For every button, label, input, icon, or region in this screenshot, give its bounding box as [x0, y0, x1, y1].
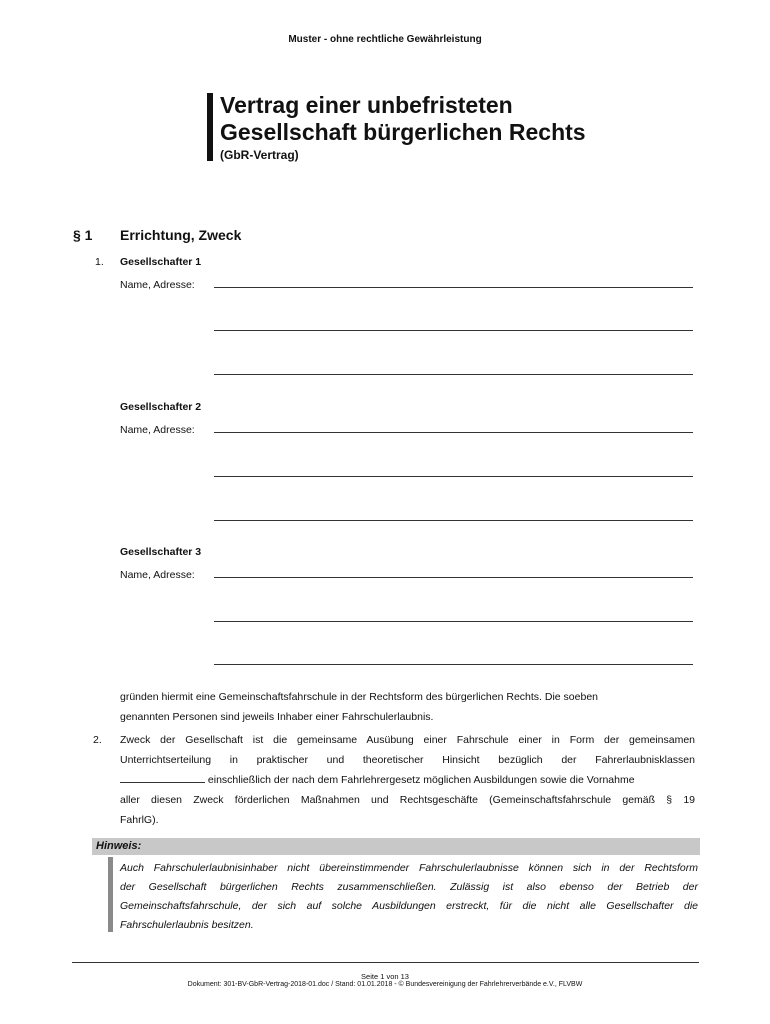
header-disclaimer: Muster - ohne rechtliche Gewährleistung	[288, 34, 482, 45]
hint-line2: der Gesellschaft bürgerlichen Rechts zusammenschließen. Zulässig ist also ebenso der Betrieb der	[120, 881, 698, 893]
item-2-line3-text: einschließlich der nach dem Fahrlehrergesetz möglichen Ausbildungen sowie die Vornahme	[205, 774, 635, 786]
partner-1-line-3[interactable]	[214, 374, 693, 375]
partner-1-label: Gesellschafter 1	[120, 256, 202, 268]
document-title-line1: Vertrag einer unbefristeten	[220, 92, 513, 118]
item-2-line3	[120, 770, 695, 790]
item-2-line2: Unterrichtserteilung in praktischer und theoretischer Hinsicht bezüglich der Fahrerlaubnisklassen	[120, 754, 695, 766]
hint-side-bar	[108, 857, 113, 932]
license-classes-blank[interactable]	[120, 772, 205, 783]
footer-document-info: Dokument: 301-BV-GbR-Vertrag-2018-01.doc / Stand: 01.01.2018 - © Bundesvereinigung der Fahrlehrerverbände e.V., FLVBW	[187, 981, 583, 988]
hint-line4: Fahrschulerlaubnis besitzen.	[120, 919, 254, 931]
partner-3-line-3[interactable]	[214, 664, 693, 665]
item-2-number: 2.	[93, 734, 102, 746]
hint-line1: Auch Fahrschulerlaubnisinhaber nicht übereinstimmender Fahrschulerlaubnisse können sich in der Rechtsform	[120, 862, 698, 874]
item-2-line1: Zweck der Gesellschaft ist die gemeinsame Ausübung einer Fahrschule einer in Form der gemeinsamen	[120, 734, 695, 746]
hint-body	[120, 859, 698, 935]
document-title-line2: Gesellschaft bürgerlichen Rechts	[220, 119, 586, 145]
partner-2-line-3[interactable]	[214, 520, 693, 521]
partner-2-line-1[interactable]	[214, 432, 693, 433]
item-1-closing-line2: genannten Personen sind jeweils Inhaber einer Fahrschulerlaubnis.	[120, 711, 434, 723]
section-number: § 1	[73, 227, 93, 243]
partner-1-line-1[interactable]	[214, 287, 693, 288]
partner-2-line-2[interactable]	[214, 476, 693, 477]
partner-3-line-2[interactable]	[214, 621, 693, 622]
partner-3-line-1[interactable]	[214, 577, 693, 578]
hint-heading: Hinweis:	[92, 838, 700, 855]
document-subtitle: (GbR-Vertrag)	[220, 148, 299, 162]
partner-1-field-label: Name, Adresse:	[120, 279, 195, 291]
section-title: Errichtung, Zweck	[120, 227, 242, 243]
title-accent-bar	[207, 93, 213, 161]
item-1-number: 1.	[95, 256, 104, 268]
partner-3-label: Gesellschafter 3	[120, 546, 202, 558]
item-2-line5: FahrlG).	[120, 814, 159, 826]
footer-page-number: Seite 1 von 13	[361, 972, 409, 981]
partner-1-line-2[interactable]	[214, 330, 693, 331]
footer-divider	[72, 962, 699, 963]
partner-3-field-label: Name, Adresse:	[120, 569, 195, 581]
partner-2-field-label: Name, Adresse:	[120, 424, 195, 436]
item-2-line4: aller diesen Zweck förderlichen Maßnahmen und Rechtsgeschäfte (Gemeinschaftsfahrschule gemäß § 19	[120, 794, 695, 806]
hint-line3: Gemeinschaftsfahrschule, der sich auf solche Ausbildungen erstreckt, für die nicht alle Gesellschafter die	[120, 900, 698, 912]
item-1-closing-line1: gründen hiermit eine Gemeinschaftsfahrschule in der Rechtsform des bürgerlichen Rechts. Die soeben	[120, 691, 598, 703]
partner-2-label: Gesellschafter 2	[120, 401, 202, 413]
